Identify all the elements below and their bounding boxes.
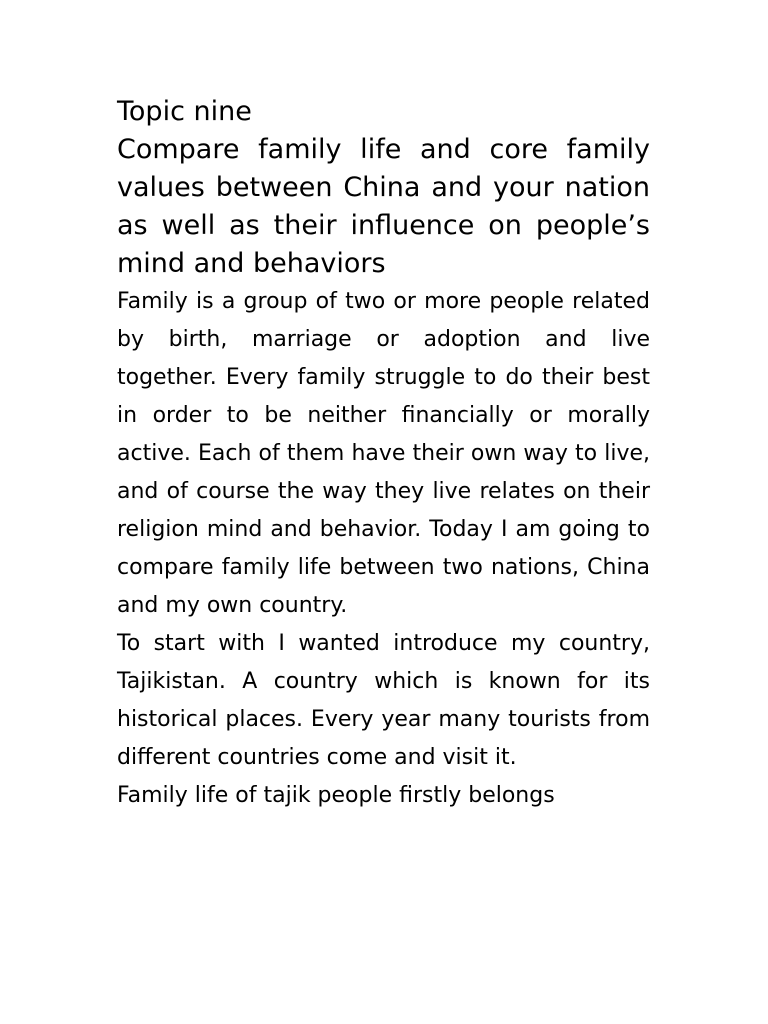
topic-title: Topic nine: [117, 96, 252, 127]
document-page: [117, 93, 650, 815]
essay-heading: Compare family life and core family values between China and your nation as well as their influence on people’s mind and behaviors: [117, 134, 650, 279]
paragraph-country: To start with I wanted introduce my country, Tajikistan. A country which is known for its historical places. Every year many tourists from different countries come and visit it.: [117, 631, 650, 770]
paragraph-family-life: Family life of tajik people firstly belongs: [117, 783, 555, 808]
paragraph-intro: Family is a group of two or more people related by birth, marriage or adoption and live together. Every family struggle to do their best in order to be neither financially or morally active. Each of them have their own way to live, and of course the way they live relates on their religion mind and behavior. Today I am going to compare family life between two nations, China and my own country.: [117, 289, 650, 618]
